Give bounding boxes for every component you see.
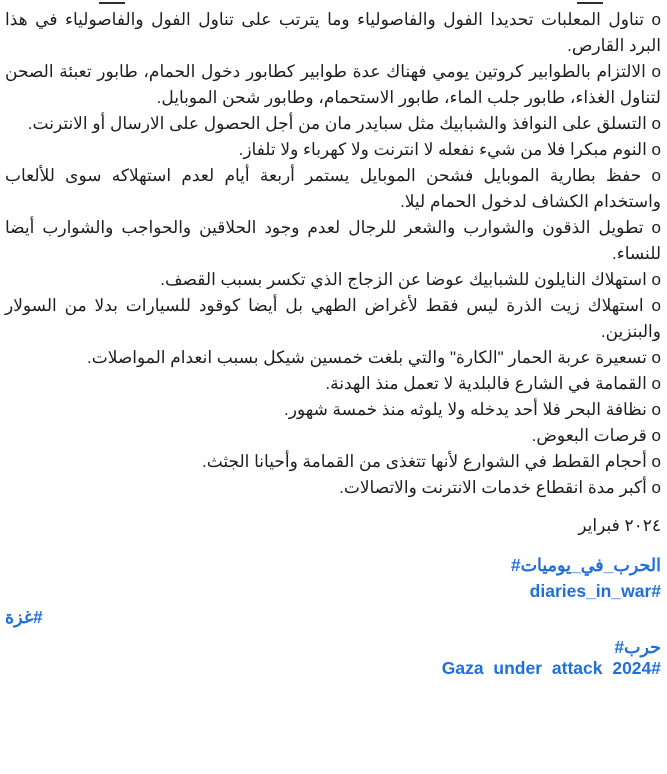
hashtag-word: غزة bbox=[5, 607, 33, 627]
hash-symbol: # bbox=[614, 637, 625, 657]
underscore: _ bbox=[603, 555, 614, 575]
hashtag-word: في bbox=[580, 555, 604, 575]
hashtag-word: الحرب bbox=[613, 555, 661, 575]
bullet-item: o نظافة البحر فلا أحد يدخله ولا يلوثه منذ خمسة شهور. bbox=[284, 400, 661, 419]
bullet-item: o استهلاك زيت الذرة ليس فقط لأغراض الطهي بل أيضا كوقود للسيارات بدلا من السولار والبنزين. bbox=[5, 296, 661, 341]
cropped-glyph-marks bbox=[577, 2, 603, 4]
bullet-item: o النوم مبكرا فلا من شيء نفعله لا انترنت ولا كهرباء ولا تلفاز. bbox=[238, 140, 661, 159]
hash-symbol: # bbox=[510, 555, 521, 575]
bullet-item: o أحجام القطط في الشوارع لأنها تتغذى من القمامة وأحيانا الجثث. bbox=[201, 452, 661, 471]
bullet-item: o تطويل الذقون والشوارب والشعر للرجال لعدم وجود الحلاقين والحواجب والشوارب أيضا للنساء. bbox=[5, 218, 661, 263]
bullet-item: o أكبر مدة انقطاع خدمات الانترنت والاتصالات. bbox=[339, 478, 661, 497]
bullet-item: o قرصات البعوض. bbox=[531, 426, 661, 445]
hash-symbol: # bbox=[651, 581, 661, 601]
bullet-item: o تسعيرة عربة الحمار "الكارة" والتي بلغت خمسين شيكل بسبب انعدام المواصلات. bbox=[86, 348, 661, 367]
underscore: _ bbox=[570, 555, 581, 575]
hashtag-word: diaries_in_war bbox=[529, 581, 652, 601]
hashtag-link-gaza-under-attack[interactable] bbox=[5, 658, 661, 679]
hashtag-word: حرب bbox=[624, 637, 661, 657]
hashtag-link-war-ar[interactable] bbox=[5, 637, 661, 658]
hashtag-word: Gaza under attack 2024 bbox=[441, 658, 652, 678]
hashtag-block bbox=[5, 552, 661, 679]
date-year: ٢٠٢٤ bbox=[624, 516, 661, 535]
hashtag-link-diaries-ar[interactable] bbox=[5, 552, 661, 578]
hashtag-word: يوميات bbox=[520, 555, 571, 575]
bullet-item: o التسلق على النوافذ والشبابيك مثل سبايدر مان من أجل الحصول على الارسال أو الانترنت. bbox=[27, 114, 661, 133]
hashtag-link-diaries-en[interactable] bbox=[5, 578, 661, 604]
hash-symbol: # bbox=[32, 607, 43, 627]
bullet-item: o تناول المعلبات تحديدا الفول والفاصولياء وما يترتب على تناول الفول والفاصولياء في هذا البرد القارص. bbox=[5, 10, 661, 55]
cropped-text-top bbox=[5, 0, 661, 7]
date-month: فبراير bbox=[578, 516, 620, 535]
bullet-item: o استهلاك النايلون للشبابيك عوضا عن الزجاج الذي تكسر بسبب القصف. bbox=[160, 270, 661, 289]
bullet-item: o الالتزام بالطوابير كروتين يومي فهناك عدة طوابير كطابور دخول الحمام، طابور تعبئة الصحن لتناول الغذاء، طابور جلب الماء، طابور الاستحمام، وطابور شحن الموبايل. bbox=[5, 62, 661, 107]
bullet-item: o حفظ بطارية الموبايل فشحن الموبايل يستمر أربعة أيام لعدم استهلاكه سوى للألعاب واستخدام الكشاف لدخول الحمام ليلا. bbox=[5, 166, 661, 211]
hashtag-link-gaza-ar[interactable] bbox=[5, 604, 661, 630]
bullet-list bbox=[5, 7, 661, 501]
bullet-item: o القمامة في الشارع فالبلدية لا تعمل منذ الهدنة. bbox=[325, 374, 661, 393]
post-date bbox=[5, 513, 661, 539]
hash-symbol: # bbox=[651, 658, 661, 678]
